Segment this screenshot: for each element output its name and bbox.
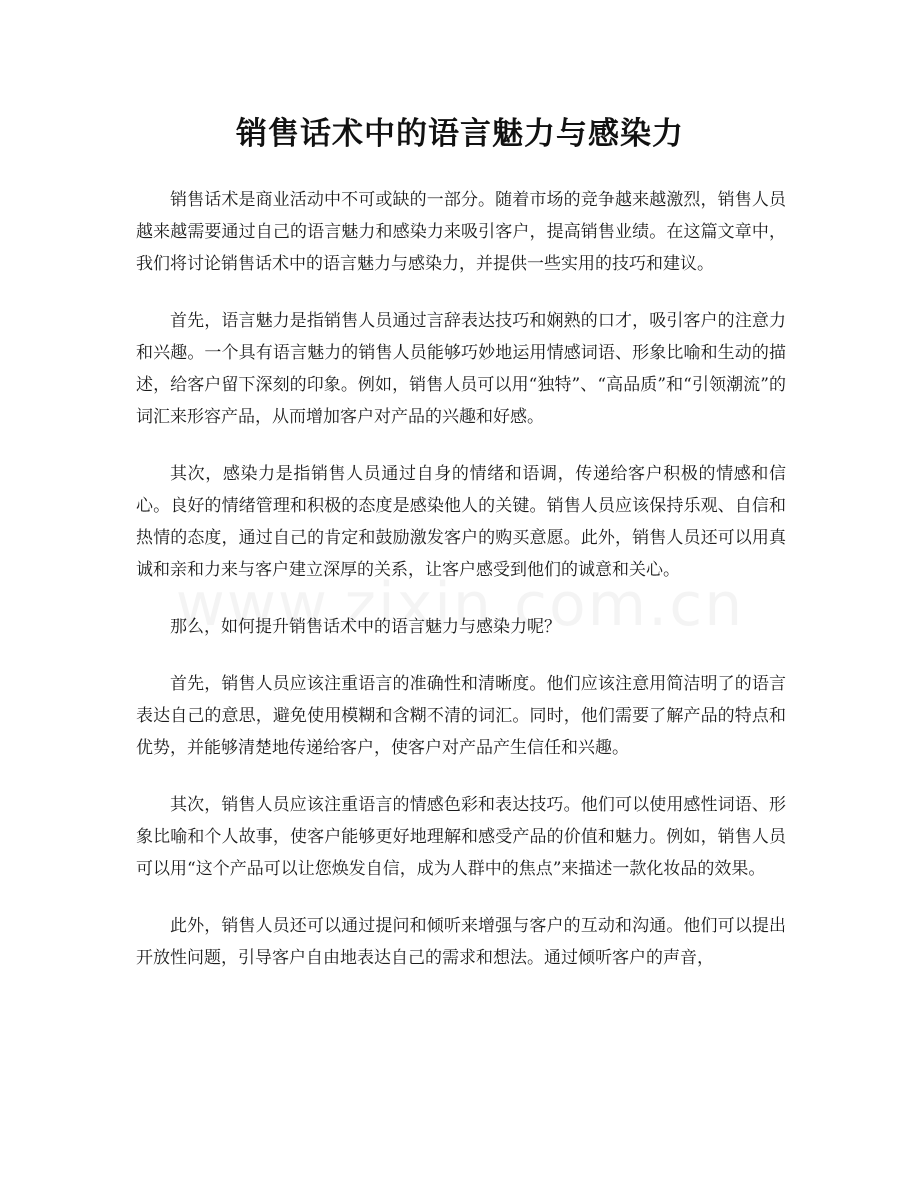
- paragraph-emotion: 其次，销售人员应该注重语言的情感色彩和表达技巧。他们可以使用感性词语、形象比喻和个人故事，使客户能够更好地理解和感受产品的价值和魅力。例如，销售人员可以用“这个产品可以让您焕发自信，成为人群中的焦点”来描述一款化妆品的效果。: [136, 795, 786, 879]
- paragraph-accuracy: 首先，销售人员应该注重语言的准确性和清晰度。他们应该注意用简洁明了的语言表达自己的意思，避免使用模糊和含糊不清的词汇。同时，他们需要了解产品的特点和优势，并能够清楚地传递给客户，使客户对产品产生信任和兴趣。: [136, 674, 786, 758]
- paragraph-language-charm: 首先，语言魅力是指销售人员通过言辞表达技巧和娴熟的口才，吸引客户的注意力和兴趣。一个具有语言魅力的销售人员能够巧妙地运用情感词语、形象比喻和生动的描述，给客户留下深刻的印象。例如，销售人员可以用“独特”、“高品质”和“引领潮流”的词汇来形容产品，从而增加客户对产品的兴趣和好感。: [136, 311, 786, 427]
- document-title: 销售话术中的语言魅力与感染力: [236, 116, 684, 152]
- paragraph-intro: 销售话术是商业活动中不可或缺的一部分。随着市场的竞争越来越激烈，销售人员越来越需要通过自己的语言魅力和感染力来吸引客户，提高销售业绩。在这篇文章中，我们将讨论销售话术中的语言魅力与感染力，并提供一些实用的技巧和建议。: [136, 190, 786, 274]
- paragraph-infectiousness: 其次，感染力是指销售人员通过自身的情绪和语调，传递给客户积极的情感和信心。良好的情绪管理和积极的态度是感染他人的关键。销售人员应该保持乐观、自信和热情的态度，通过自己的肯定和鼓励激发客户的购买意愿。此外，销售人员还可以用真诚和亲和力来与客户建立深厚的关系，让客户感受到他们的诚意和关心。: [136, 464, 786, 580]
- document-body: [136, 184, 786, 999]
- paragraph-question: 那么，如何提升销售话术中的语言魅力与感染力呢？: [170, 617, 561, 637]
- paragraph-interaction: 此外，销售人员还可以通过提问和倾听来增强与客户的互动和沟通。他们可以提出开放性问题，引导客户自由地表达自己的需求和想法。通过倾听客户的声音，: [136, 916, 786, 968]
